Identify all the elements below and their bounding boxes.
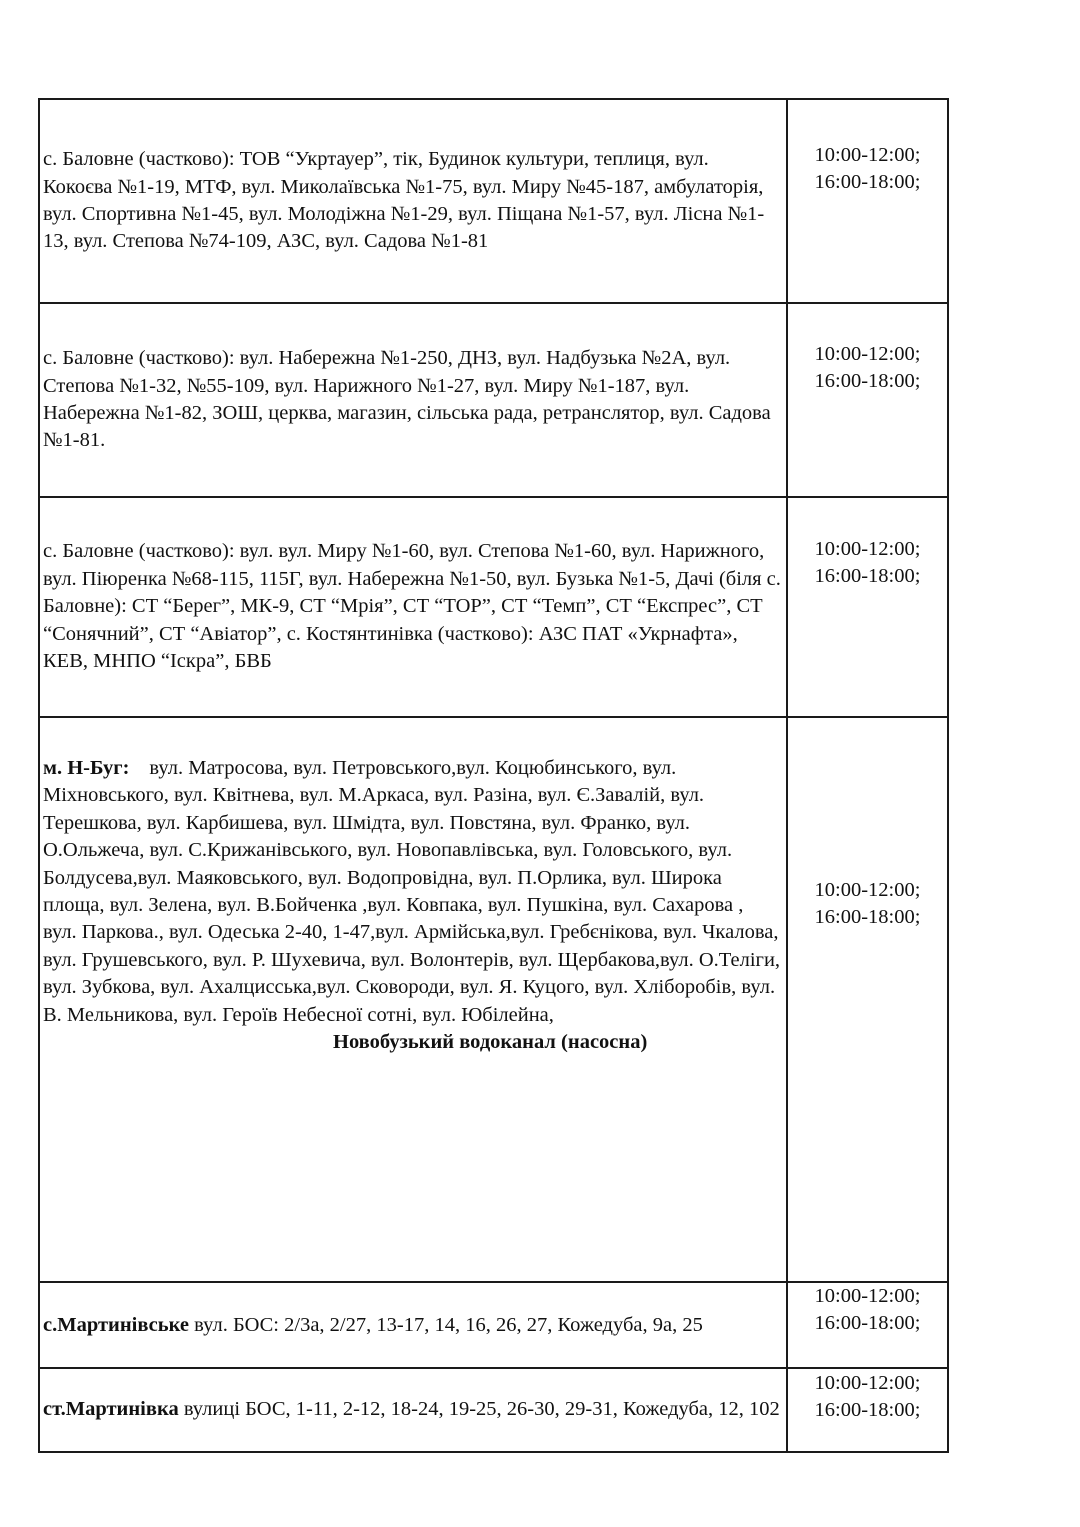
time-cell bbox=[787, 497, 948, 717]
table-row bbox=[39, 99, 948, 303]
address-text: с. Баловне (частково): вул. вул. Миру №1-60, вул. Степова №1-60, вул. Нарижного, вул. Піюренка №68-115, 115Г, вул. Набережна №1-50, вул. Бузька №1-5, Дачі (біля с. Баловне): СТ “Берег”, МК-9, СТ “Мрія”, СТ “ТОР”, СТ “Темп”, СТ “Експрес”, СТ “Сонячний”, СТ “Авіатор”, с. Костянтинівка (частково): АЗС ПАТ «Укрнафта», КЕВ, МНПО “Іскра”, БВБ bbox=[43, 540, 781, 673]
time-slot-afternoon: 16:00-18:00; bbox=[814, 1399, 921, 1422]
address-text: вулиці БОС, 1-11, 2-12, 18-24, 19-25, 26-30, 29-31, Кожедуба, 12, 102 bbox=[183, 1398, 780, 1421]
time-cell bbox=[787, 99, 948, 303]
time-slot-afternoon: 16:00-18:00; bbox=[814, 1312, 921, 1335]
time-cell bbox=[787, 717, 948, 1282]
table-row bbox=[39, 1282, 948, 1368]
address-text: вул. Матросова, вул. Петровського,вул. Коцюбинського, вул. Міхновського, вул. Квітнева, вул. М.Аркаса, вул. Разіна, вул. Є.Завалій, вул. Терешкова, вул. Карбишева, вул. Шмідта, вул. Повстяна, вул. Франко, вул. О.Ольжеча, вул. С.Крижанівського, вул. Новопавлівська, вул. Головського, вул. Болдусева,вул. Маяковського, вул. Водопровідна, вул. П.Орлика, вул. Широка площа, вул. Зелена, вул. В.Бойченка ,вул. Ковпака, вул. Пушкіна, вул. Сахарова , вул. Паркова., вул. Одеська 2-40, 1-47,вул. Армійська,вул. Гребєнікова, вул. Чкалова, вул. Грушевського, вул. Р. Шухевича, вул. Волонтерів, вул. Щербакова,вул. О.Теліги, вул. Зубкова, вул. Ахалцисська,вул. Сковороди, вул. Я. Куцого, вул. Хліборобів, вул. В. Мельникова, вул. Героїв Небесної сотні, вул. Юбілейна, bbox=[43, 757, 781, 1026]
address-cell bbox=[39, 1368, 787, 1452]
time-cell bbox=[787, 1282, 948, 1368]
address-cell bbox=[39, 303, 787, 497]
time-slot-morning: 10:00-12:00; bbox=[814, 343, 921, 365]
table-row bbox=[39, 717, 948, 1282]
time-slot-afternoon: 16:00-18:00; bbox=[814, 565, 921, 588]
place-name: с.Мартинівське bbox=[43, 1314, 190, 1337]
address-cell bbox=[39, 99, 787, 303]
time-cell bbox=[787, 303, 948, 497]
address-text: с. Баловне (частково): ТОВ “Укртауер”, тік, Будинок культури, теплиця, вул. Кокоєва №1-19, МТФ, вул. Миколаївська №1-75, вул. Миру №45-187, амбулаторія, вул. Спортивна №1-45, вул. Молодіжна №1-29, вул. Піщана №1-57, вул. Лісна №1-13, вул. Степова №74-109, АЗС, вул. Садова №1-81 bbox=[43, 148, 765, 253]
time-slot-afternoon: 16:00-18:00; bbox=[814, 370, 921, 393]
time-slot-morning: 10:00-12:00; bbox=[814, 879, 921, 901]
table-row bbox=[39, 1368, 948, 1452]
time-slot-morning: 10:00-12:00; bbox=[814, 1372, 921, 1394]
place-name: ст.Мартинівка bbox=[43, 1398, 179, 1421]
table-row bbox=[39, 303, 948, 497]
address-text: с. Баловне (частково): вул. Набережна №1-250, ДНЗ, вул. Надбузька №2А, вул. Степова №1-32, №55-109, вул. Нарижного №1-27, вул. Миру №1-187, вул. Набережна №1-82, ЗОШ, церква, магазин, сільська рада, ретранслятор, вул. Садова №1-81. bbox=[43, 347, 771, 452]
address-cell bbox=[39, 717, 787, 1282]
place-name: м. Н-Буг: bbox=[43, 757, 130, 779]
schedule-table bbox=[38, 98, 949, 1453]
time-slot-morning: 10:00-12:00; bbox=[814, 144, 921, 166]
address-text: вул. БОС: 2/3а, 2/27, 13-17, 14, 16, 26, 27, Кожедуба, 9а, 25 bbox=[194, 1314, 703, 1337]
time-slot-afternoon: 16:00-18:00; bbox=[814, 906, 921, 929]
address-cell bbox=[39, 497, 787, 717]
time-slot-morning: 10:00-12:00; bbox=[814, 538, 921, 560]
facility-name: Новобузький водоканал (насосна) bbox=[333, 1031, 648, 1054]
time-slot-morning: 10:00-12:00; bbox=[814, 1285, 921, 1307]
time-cell bbox=[787, 1368, 948, 1452]
table-row bbox=[39, 497, 948, 717]
time-slot-afternoon: 16:00-18:00; bbox=[814, 171, 921, 194]
address-cell bbox=[39, 1282, 787, 1368]
